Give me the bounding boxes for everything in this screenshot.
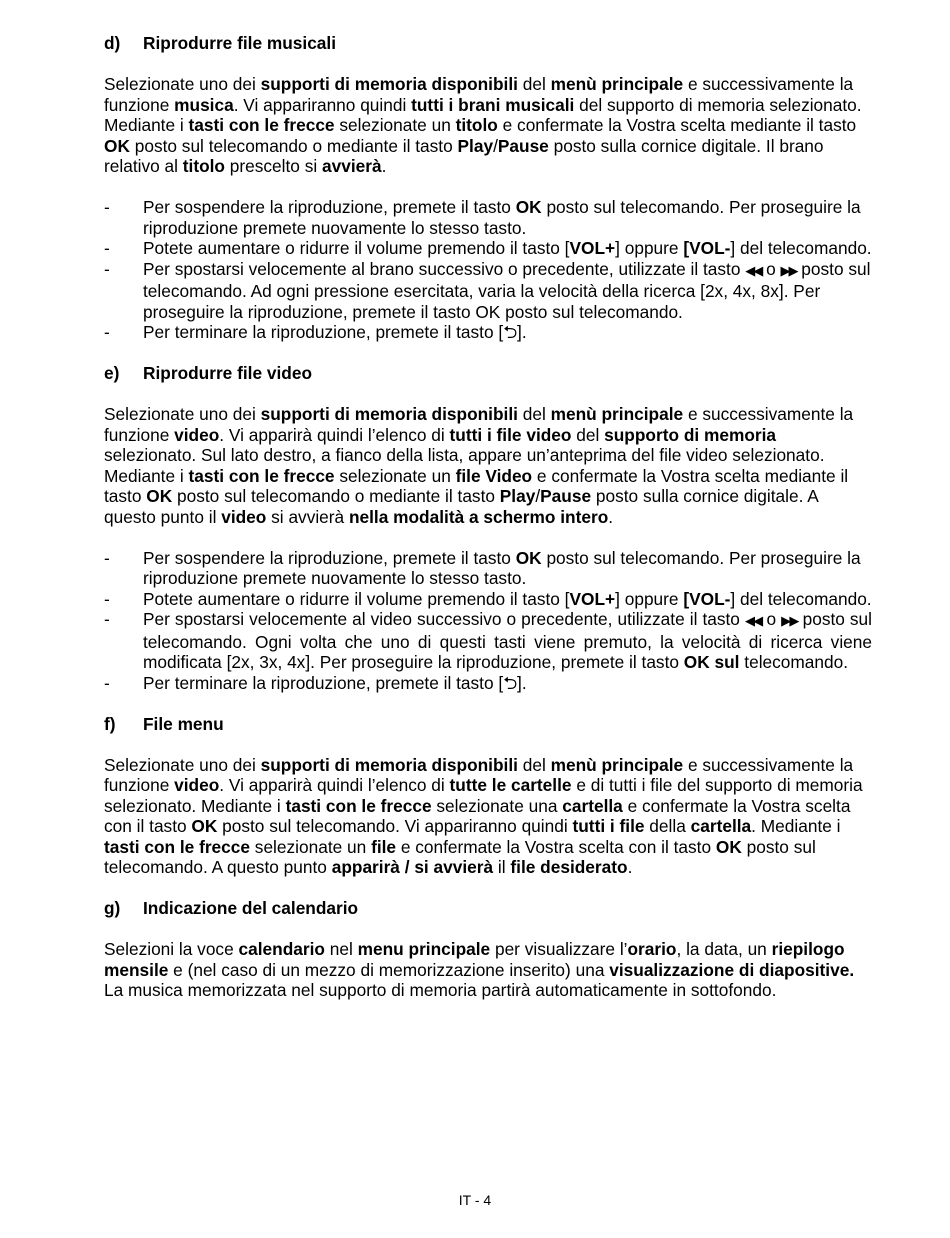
- bold-text-run: file desiderato: [510, 857, 628, 877]
- list-dash: -: [104, 258, 110, 279]
- bold-text-run: tutti i file video: [449, 424, 572, 445]
- list-dash: -: [104, 322, 110, 342]
- text-run: e confermate la Vostra scelta mediante il tasto: [497, 115, 857, 135]
- text-run: posto sul telecomando. Ad ogni pressione esercitata, varia la velocità della ricerca [2x, 4x, 8x]. Per proseguire la riproduzione, premete il tasto OK posto sul telecomando.: [143, 258, 871, 322]
- text-run: Potete aumentare o ridurre il volume premendo il tasto [: [143, 238, 570, 258]
- list-dash: -: [104, 672, 110, 693]
- section-title: File menu: [143, 713, 224, 734]
- section-letter: g): [104, 898, 121, 918]
- text-run: ] oppure: [615, 588, 684, 609]
- text-run: Per sospendere la riproduzione, premete il tasto: [143, 547, 516, 568]
- list-item: [104, 548, 872, 589]
- bold-text-run: tasti con le frecce: [188, 115, 335, 135]
- text-run: posto sulla cornice digitale. Il brano relativo al: [104, 135, 824, 176]
- text-run: ].: [517, 672, 527, 693]
- section-d-paragraph: [104, 74, 872, 177]
- bold-text-run: tasti con le frecce: [285, 795, 432, 816]
- section-d-bullet-list: [104, 197, 872, 343]
- text-run: per visualizzare l’: [490, 939, 628, 959]
- manual-page: [104, 33, 872, 1021]
- bold-text-run: tutti i brani musicali: [411, 94, 575, 115]
- bold-text-run: tasti con le frecce: [188, 465, 335, 486]
- bold-text-run: Play: [457, 135, 494, 156]
- list-item: [104, 322, 872, 343]
- bold-text-run: supporto di memoria: [604, 424, 777, 445]
- text-run: o: [761, 258, 781, 279]
- bold-text-run: cartella: [690, 816, 752, 836]
- bold-text-run: [VOL-: [683, 238, 731, 258]
- list-item: [104, 238, 872, 259]
- bold-text-run: orario: [627, 939, 677, 959]
- page-number: IT - 4: [458, 1192, 492, 1208]
- list-item-text: [143, 589, 872, 610]
- bold-text-run: OK sul: [683, 652, 740, 672]
- bold-text-run: menù principale: [550, 754, 684, 775]
- section-letter: d): [104, 33, 121, 53]
- bold-text-run: OK: [515, 197, 542, 217]
- text-run: e (nel caso di un mezzo di memorizzazione inserito) una: [168, 959, 610, 980]
- text-run: del: [571, 424, 605, 445]
- text-run: Selezionate uno dei: [104, 404, 261, 424]
- section-e-bullet-list: [104, 548, 872, 694]
- rewind-icon: ◀◀: [745, 262, 762, 278]
- list-item: [104, 673, 872, 694]
- text-run: posto sul telecomando o mediante il tasto: [172, 486, 500, 506]
- text-run: Per spostarsi velocemente al video successivo o precedente, utilizzate il tasto: [143, 609, 745, 629]
- text-run: selezionate una: [431, 795, 563, 816]
- rewind-icon: ◀◀: [744, 613, 762, 628]
- section-g-paragraph: [104, 939, 872, 1001]
- section-letter: f): [104, 713, 116, 734]
- bold-text-run: tasti con le frecce: [104, 836, 250, 857]
- text-run: /: [535, 486, 541, 506]
- section-title: Indicazione del calendario: [143, 898, 359, 918]
- list-item-text: [143, 259, 872, 323]
- text-run: della: [644, 816, 691, 836]
- bold-text-run: Play: [499, 486, 536, 506]
- return-icon: ⮌: [503, 322, 518, 342]
- bold-text-run: menù principale: [550, 404, 684, 424]
- bold-text-run: OK: [146, 486, 173, 506]
- text-run: e confermate la Vostra scelta mediante il tasto: [104, 465, 849, 506]
- section-d-heading: [104, 33, 872, 54]
- text-run: si avvierà: [266, 506, 349, 527]
- bold-text-run: supporti di memoria disponibili: [260, 74, 518, 94]
- text-run: . Mediante i: [751, 816, 841, 836]
- text-run: .: [608, 506, 614, 527]
- text-run: ].: [517, 322, 527, 342]
- text-run: e successivamente la funzione: [104, 74, 854, 115]
- section-letter: e): [104, 363, 120, 383]
- text-run: Per terminare la riproduzione, premete il tasto [: [143, 322, 504, 342]
- bold-text-run: OK: [715, 836, 742, 857]
- text-run: del: [517, 754, 551, 775]
- list-item-text: [143, 197, 872, 238]
- bold-text-run: tutte le cartelle: [449, 775, 572, 795]
- text-run: e successivamente la funzione: [104, 404, 854, 445]
- return-icon: ⮌: [503, 672, 518, 693]
- text-run: .: [627, 857, 633, 877]
- text-run: posto sul telecomando. Per proseguire la riproduzione premete nuovamente lo stesso tasto.: [143, 547, 861, 588]
- list-item-text: [143, 609, 872, 673]
- bold-text-run: musica: [174, 94, 234, 115]
- text-run: del: [517, 74, 551, 94]
- text-run: . Vi apparirà quindi l’elenco di: [219, 775, 450, 795]
- list-dash: -: [104, 197, 110, 217]
- fast-forward-icon: ▶▶: [781, 613, 798, 628]
- bold-text-run: file Video: [455, 465, 533, 486]
- text-run: posto sul telecomando. Ogni volta che uno di questi tasti viene premuto, la velocità di ricerca viene modificata [2x, 3x, 4x]. Per proseguire la riproduzione, premete il tasto: [143, 609, 873, 672]
- bold-text-run: cartella: [562, 795, 623, 816]
- list-dash: -: [104, 609, 110, 629]
- list-item: [104, 589, 872, 610]
- bold-text-run: Pause: [497, 135, 549, 156]
- text-run: ] oppure: [615, 238, 684, 258]
- section-title: Riprodurre file video: [143, 363, 312, 383]
- bold-text-run: menù principale: [550, 74, 684, 94]
- list-item: [104, 197, 872, 238]
- bold-text-run: apparirà / si avvierà: [331, 857, 494, 877]
- list-item-text: [143, 322, 872, 343]
- list-dash: -: [104, 547, 110, 568]
- text-run: , la data, un: [676, 939, 772, 959]
- bold-text-run: supporti di memoria disponibili: [260, 754, 518, 775]
- bold-text-run: video: [174, 775, 220, 795]
- list-item-text: [143, 673, 872, 694]
- text-run: e di tutti i file del supporto di memoria selezionato. Mediante i: [104, 775, 863, 816]
- bold-text-run: titolo: [455, 115, 498, 135]
- fast-forward-icon: ▶▶: [780, 262, 797, 278]
- list-dash: -: [104, 588, 110, 609]
- list-item: [104, 259, 872, 323]
- text-run: .: [381, 156, 387, 176]
- bold-text-run: [VOL-: [683, 588, 731, 609]
- text-run: posto sul telecomando. A questo punto: [104, 836, 816, 877]
- bold-text-run: supporti di memoria disponibili: [260, 404, 518, 424]
- text-run: /: [493, 135, 498, 156]
- text-run: prescelto si: [225, 156, 323, 176]
- bold-text-run: OK: [191, 816, 218, 836]
- bold-text-run: OK: [104, 135, 130, 156]
- text-run: ] del telecomando.: [730, 238, 872, 258]
- text-run: Potete aumentare o ridurre il volume premendo il tasto [: [143, 588, 570, 609]
- section-f-paragraph: [104, 755, 872, 878]
- bold-text-run: VOL+: [569, 238, 616, 258]
- text-run: e successivamente la funzione: [104, 754, 854, 795]
- text-run: selezionato. Sul lato destro, a fianco della lista, appare un’anteprima del file video selezionato. Mediante i: [104, 445, 825, 486]
- text-run: nel: [324, 939, 358, 959]
- list-item-text: [143, 548, 872, 589]
- section-e-heading: [104, 363, 872, 384]
- bold-text-run: titolo: [182, 156, 225, 176]
- bold-text-run: VOL+: [569, 588, 616, 609]
- bold-text-run: video: [174, 424, 220, 445]
- text-run: e confermate la Vostra scelta con il tasto: [104, 795, 851, 836]
- text-run: Per sospendere la riproduzione, premete il tasto: [143, 197, 516, 217]
- bold-text-run: avvierà: [322, 156, 382, 176]
- text-run: ] del telecomando.: [730, 588, 872, 609]
- text-run: il: [493, 857, 511, 877]
- section-f-heading: [104, 714, 872, 735]
- bold-text-run: OK: [515, 547, 542, 568]
- list-item-text: [143, 238, 872, 259]
- text-run: selezionate un: [334, 115, 456, 135]
- text-run: La musica memorizzata nel supporto di memoria partirà automaticamente in sottofondo.: [104, 980, 777, 1000]
- bold-text-run: video: [221, 506, 267, 527]
- text-run: e confermate la Vostra scelta con il tasto: [396, 836, 716, 857]
- text-run: . Vi appariranno quindi: [233, 94, 412, 115]
- text-run: posto sul telecomando. Vi appariranno quindi: [217, 816, 573, 836]
- text-run: del supporto di memoria selezionato. Mediante i: [104, 94, 862, 135]
- text-run: del: [517, 404, 551, 424]
- bold-text-run: riepilogo mensile: [104, 939, 845, 980]
- text-run: Selezionate uno dei: [104, 754, 261, 775]
- text-run: o: [761, 609, 782, 629]
- section-title: Riprodurre file musicali: [143, 33, 337, 53]
- bold-text-run: Pause: [540, 486, 592, 506]
- text-run: posto sulla cornice digitale. A questo punto il: [104, 486, 818, 527]
- text-run: posto sul telecomando o mediante il tasto: [129, 135, 458, 156]
- text-run: Per terminare la riproduzione, premete il tasto [: [143, 672, 504, 693]
- text-run: selezionate un: [250, 836, 372, 857]
- section-e-paragraph: [104, 404, 872, 527]
- text-run: selezionate un: [334, 465, 456, 486]
- list-dash: -: [104, 238, 110, 258]
- bold-text-run: calendario: [238, 939, 325, 959]
- bold-text-run: menu principale: [357, 939, 491, 959]
- text-run: telecomando.: [739, 652, 849, 672]
- text-run: Selezionate uno dei: [104, 74, 261, 94]
- text-run: Selezioni la voce: [104, 939, 239, 959]
- text-run: . Vi apparirà quindi l’elenco di: [219, 424, 450, 445]
- bold-text-run: file: [371, 836, 397, 857]
- section-g-heading: [104, 898, 872, 919]
- text-run: Per spostarsi velocemente al brano successivo o precedente, utilizzate il tasto: [143, 258, 746, 279]
- list-item: [104, 609, 872, 673]
- bold-text-run: tutti i file: [572, 816, 645, 836]
- bold-text-run: nella modalità a schermo intero: [348, 506, 609, 527]
- text-run: posto sul telecomando. Per proseguire la riproduzione premete nuovamente lo stesso tasto.: [143, 197, 861, 238]
- bold-text-run: visualizzazione di diapositive.: [609, 959, 855, 980]
